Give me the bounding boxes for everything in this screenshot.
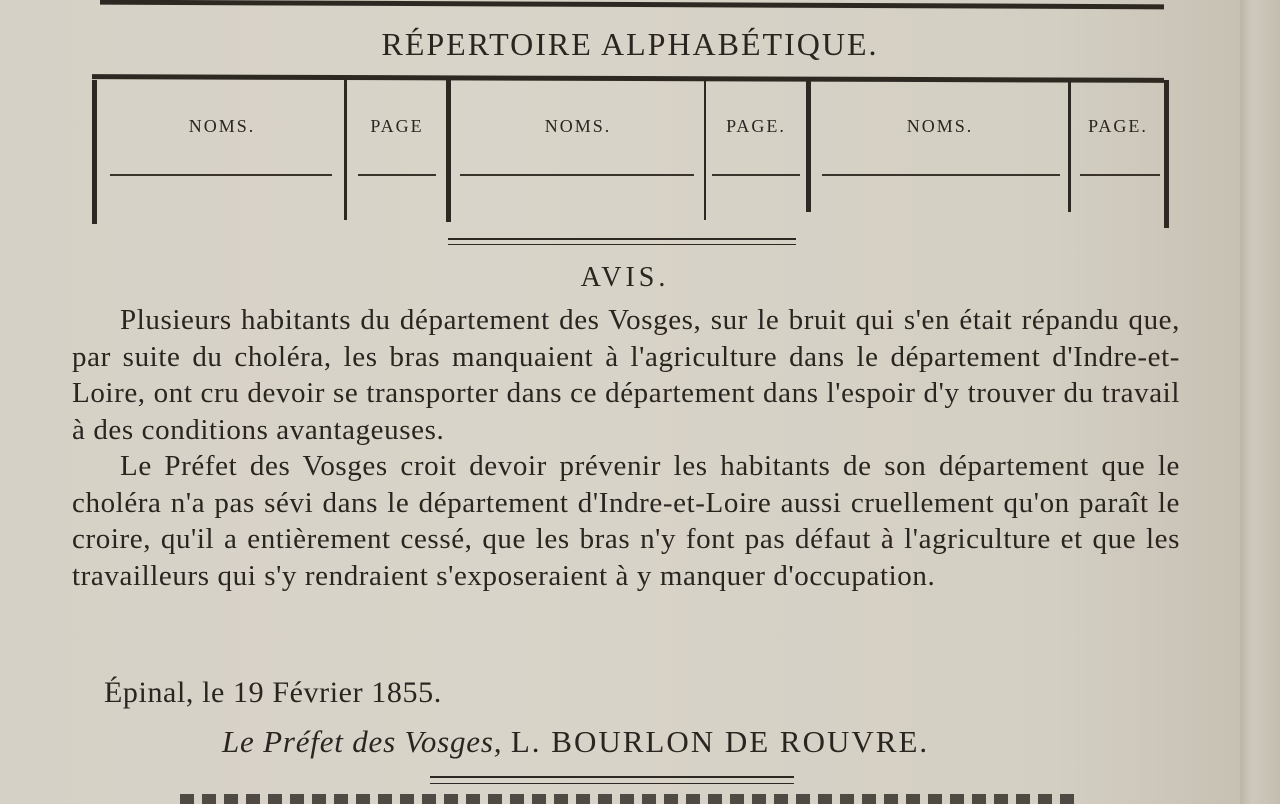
table-border-left: [92, 80, 97, 224]
column-divider: [1068, 80, 1071, 212]
dateline: Épinal, le 19 Février 1855.: [104, 676, 442, 709]
bottom-separator-rule: [430, 776, 794, 778]
signature-name: L. BOURLON DE ROUVRE.: [510, 724, 930, 759]
column-header-noms: NOMS.: [188, 116, 256, 136]
table-border-right: [1164, 80, 1169, 228]
column-header-noms: NOMS.: [906, 116, 974, 136]
avis-paragraph: Plusieurs habitants du département des Vosges, sur le bruit qui s'en était répandu que, par suite du choléra, les bras manquaient à l'agriculture dans le département d'Indre-et-Loire, ont cru devoir se transporter dans ce département dans l'espoir d'y trouver du travail à des conditions avantageuses.: [72, 304, 1180, 446]
page-edge: [1240, 0, 1280, 804]
column-rule: [110, 174, 332, 176]
avis-paragraph: Le Préfet des Vosges croit devoir prévenir les habitants de son département que le choléra n'a pas sévi dans le département d'Indre-et-Loire aussi cruellement qu'on paraît le croire, qu'il a entièrement cessé, que les bras n'y font pas défaut à l'agriculture et que les travailleurs qui s'y rendraient s'exposeraient à y manquer d'occupation.: [72, 450, 1180, 592]
column-rule: [358, 174, 436, 176]
column-rule: [822, 174, 1060, 176]
table-top-rule: [92, 74, 1164, 83]
signature-title: Le Préfet des Vosges,: [222, 724, 503, 759]
avis-title: AVIS.: [580, 262, 670, 293]
avis-body: [72, 302, 1180, 594]
column-divider: [704, 80, 706, 220]
repertoire-title: RÉPERTOIRE ALPHABÉTIQUE.: [381, 26, 879, 62]
column-rule: [712, 174, 800, 176]
top-rule: [100, 0, 1164, 9]
separator-rule: [448, 244, 796, 245]
column-rule: [1080, 174, 1160, 176]
separator-rule: [448, 238, 796, 240]
bottom-separator-rule: [430, 783, 794, 784]
column-header-page: PAGE.: [726, 116, 786, 136]
column-header-noms: NOMS.: [544, 116, 612, 136]
column-header-page: PAGE: [370, 116, 424, 136]
column-header-page: PAGE.: [1088, 116, 1148, 136]
column-divider: [806, 80, 811, 212]
column-rule: [460, 174, 694, 176]
index-table: [92, 76, 1172, 226]
column-divider: [344, 80, 347, 220]
signature: [222, 724, 929, 760]
column-divider: [446, 80, 451, 222]
next-section-fragment: [180, 794, 1080, 804]
